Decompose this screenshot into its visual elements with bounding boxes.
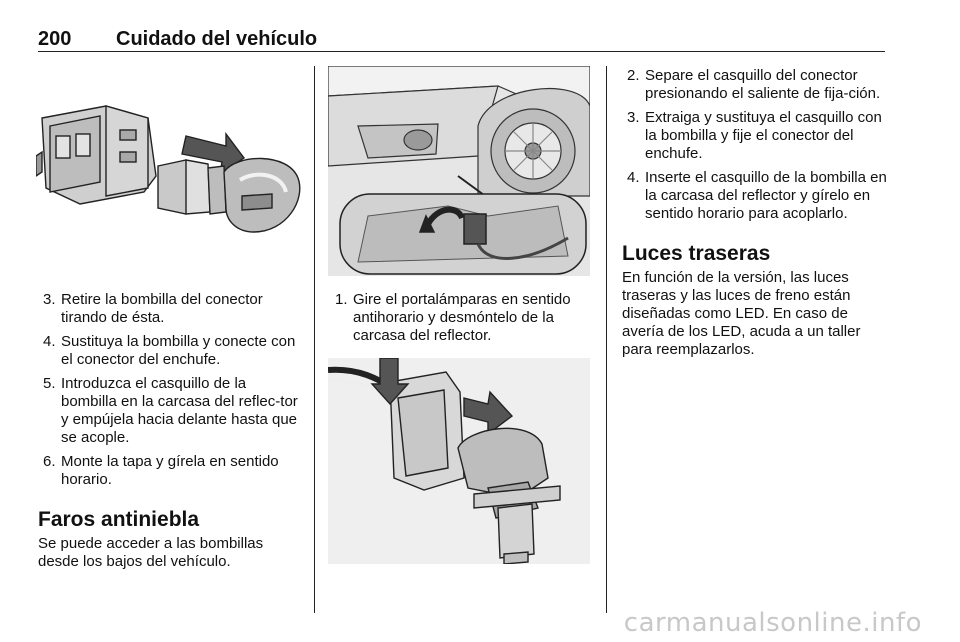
instruction-list-middle xyxy=(330,291,596,345)
watermark: carmanualsonline.info xyxy=(623,608,922,638)
section-title-fog-lamps: Faros antiniebla xyxy=(38,508,200,531)
list-item: 5. Introduzca el casquillo de la bombilla en la carcasa del reflec-tor y empújela hacia delante hasta que se acople. xyxy=(43,375,298,446)
list-item: 2. Separe el casquillo del conector presionando el saliente de fija-ción. xyxy=(627,67,881,102)
page-number: 200 xyxy=(38,28,72,50)
instruction-list-right xyxy=(622,67,888,223)
page-header xyxy=(38,28,884,50)
list-item: 4. Sustituya la bombilla y conecte con el conector del enchufe. xyxy=(43,333,296,368)
chapter-title: Cuidado del vehículo xyxy=(116,28,318,50)
bulb-socket-illustration xyxy=(328,358,590,564)
list-item: 6. Monte la tapa y gírela en sentido horario. xyxy=(43,453,279,488)
section-text-fog-lamps: Se puede acceder a las bombillas desde los bajos del vehículo. xyxy=(38,535,264,570)
right-column xyxy=(622,67,888,359)
column-divider-right xyxy=(606,66,607,613)
column-divider-left xyxy=(314,66,315,613)
fog-lamp-access-illustration xyxy=(328,66,590,276)
header-rule xyxy=(38,51,885,52)
section-title-rear-lights: Luces traseras xyxy=(622,242,771,265)
list-item: 3. Retire la bombilla del conector tirando de ésta. xyxy=(43,291,263,326)
section-text-rear-lights: En función de la versión, las luces traseras y las luces de freno están diseñadas como LED. En caso de avería de los LED, acuda a un taller para reemplazarlos. xyxy=(622,269,861,358)
middle-column xyxy=(330,291,596,351)
left-column xyxy=(38,291,302,571)
list-item: 4. Inserte el casquillo de la bombilla en la carcasa del reflector y gírelo en sentido horario para acoplarlo. xyxy=(627,169,887,222)
bulb-connector-illustration xyxy=(36,96,306,246)
instruction-list-left xyxy=(38,291,302,489)
list-item: 1. Gire el portalámparas en sentido antihorario y desmóntelo de la carcasa del reflector. xyxy=(335,291,571,344)
list-item: 3. Extraiga y sustituya el casquillo con la bombilla y fije el conector del enchufe. xyxy=(627,109,882,162)
